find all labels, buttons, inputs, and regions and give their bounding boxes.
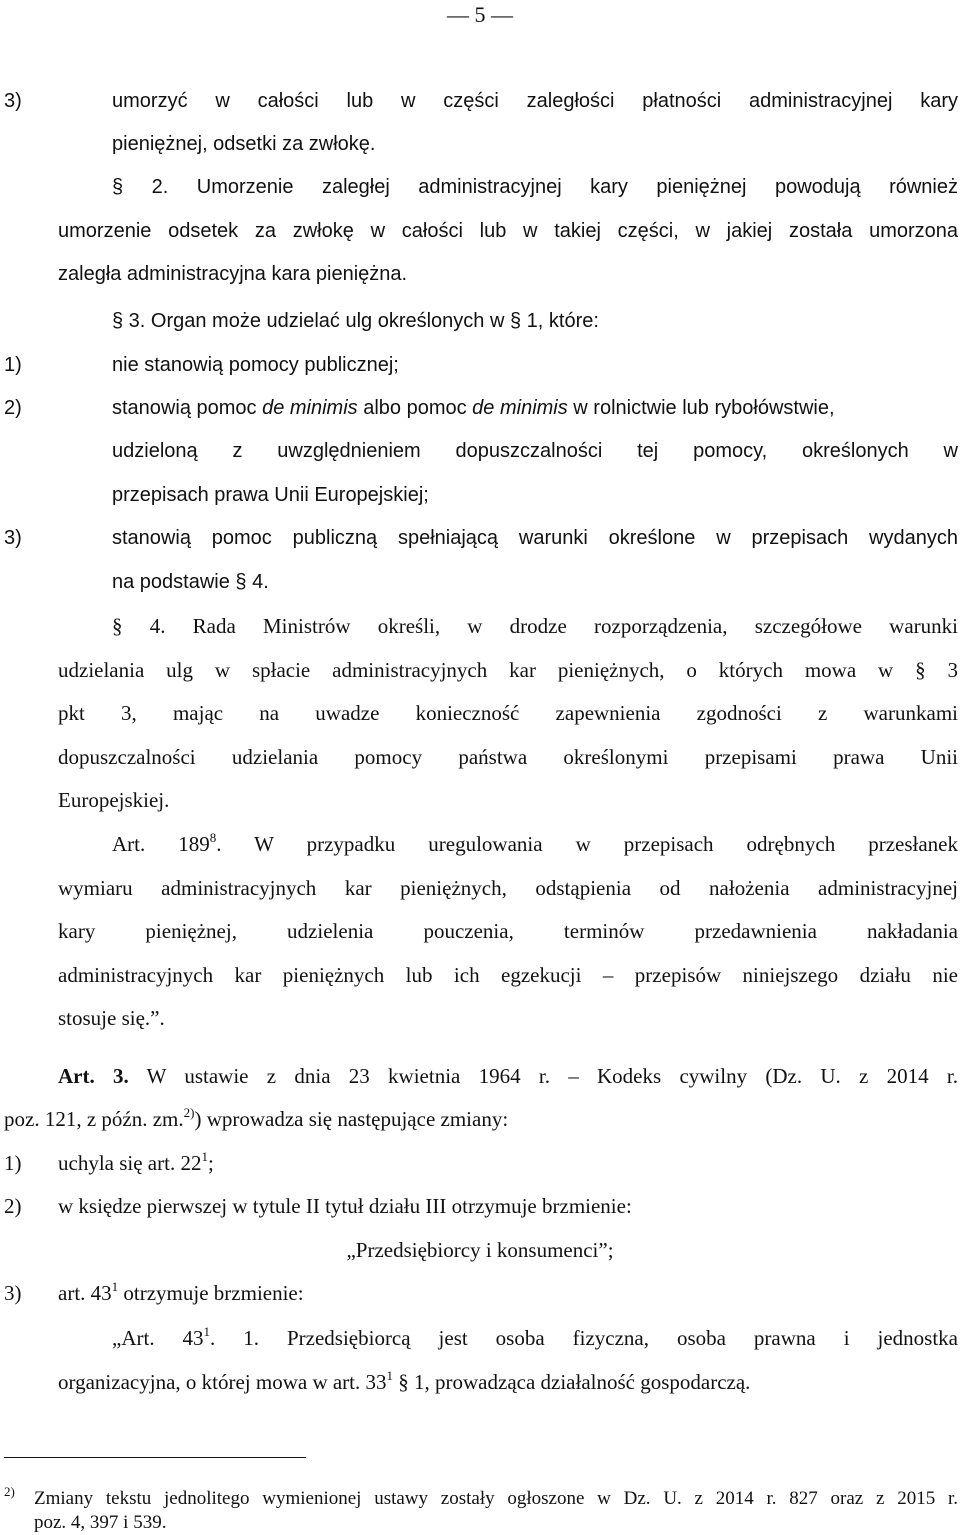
- change-item-number: 3): [4, 1281, 22, 1305]
- article-189-line: wymiaru administracyjnych kar pieniężnych, odstąpienia od nałożenia administracyjnej: [58, 876, 958, 900]
- paragraph-4-line: § 4. Rada Ministrów określi, w drodze rozporządzenia, szczegółowe warunki: [112, 614, 958, 638]
- article-189-line: administracyjnych kar pieniężnych lub ich egzekucji – przepisów niniejszego działu nie: [58, 963, 958, 987]
- list-item-text: przepisach prawa Unii Europejskiej;: [112, 484, 429, 506]
- paragraph-2-line: umorzenie odsetek za zwłokę w całości lub w takiej części, w jakiej została umorzona: [58, 220, 958, 242]
- list-item-text: nie stanowią pomocy publicznej;: [112, 354, 399, 376]
- change-item-number: 2): [4, 1194, 22, 1218]
- change-item-text: uchyla się art. $22^1$;: [58, 1149, 214, 1175]
- list-item-number: 3): [4, 527, 22, 549]
- list-item-text: stanowią pomoc de minimis albo pomoc de minimis w rolnictwie lub rybołówstwie,: [112, 397, 835, 419]
- article-3-heading-line: Art. 3. W ustawie z dnia 23 kwietnia 1964 r. – Kodeks cywilny (Dz. U. z 2014 r.: [58, 1064, 958, 1088]
- footnote-text: poz. 4, 397 i 539.: [34, 1512, 167, 1533]
- paragraph-4-line: dopuszczalności udzielania pomocy państwa określonymi przepisami prawa Unii: [58, 745, 958, 769]
- quoted-title: „Przedsiębiorcy i konsumenci”;: [346, 1238, 614, 1262]
- article-3-line: poz. 121, z późn. zm.$^{2)}$) wprowadza się następujące zmiany:: [4, 1105, 509, 1131]
- quoted-provision-line: „Art. $43^1$. 1. Przedsiębiorcą jest osoba fizyczna, osoba prawna i jednostka: [112, 1324, 958, 1350]
- list-item-text: na podstawie § 4.: [112, 571, 269, 593]
- page-number: — 5 —: [447, 2, 513, 27]
- change-item-text: art. $43^1$ otrzymuje brzmienie:: [58, 1279, 304, 1305]
- list-item-text: stanowią pomoc publiczną spełniającą warunki określone w przepisach wydanych: [112, 527, 958, 549]
- list-item-text: umorzyć w całości lub w części zaległości płatności administracyjnej kary: [112, 90, 958, 112]
- footnote-mark: 2): [4, 1484, 15, 1499]
- footnote-separator: [4, 1457, 306, 1458]
- paragraph-4-line: udzielania ulg w spłacie administracyjnych kar pieniężnych, o których mowa w § 3: [58, 658, 958, 682]
- paragraph-3-intro: § 3. Organ może udzielać ulg określonych w § 1, które:: [112, 310, 599, 332]
- paragraph-2-line: § 2. Umorzenie zaległej administracyjnej kary pieniężnej powodują również: [112, 176, 958, 198]
- list-item-number: 2): [4, 397, 22, 419]
- paragraph-4-line: Europejskiej.: [58, 788, 170, 812]
- article-189-line: kary pieniężnej, udzielenia pouczenia, terminów przedawnienia nakładania: [58, 919, 958, 943]
- change-item-text: w księdze pierwszej w tytule II tytuł działu III otrzymuje brzmienie:: [58, 1194, 632, 1218]
- list-item-number: 3): [4, 90, 22, 112]
- paragraph-4-line: pkt 3, mając na uwadze konieczność zapewnienia zgodności z warunkami: [58, 701, 958, 725]
- article-189-line: Art. $189^8$. W przypadku uregulowania w przepisach odrębnych przesłanek: [112, 830, 958, 856]
- list-item-number: 1): [4, 354, 22, 376]
- change-item-number: 1): [4, 1151, 22, 1175]
- list-item-text: udzieloną z uwzględnieniem dopuszczalności tej pomocy, określonych w: [112, 440, 958, 462]
- article-189-line: stosuje się.”.: [58, 1006, 165, 1030]
- paragraph-2-line: zaległa administracyjna kara pieniężna.: [58, 263, 408, 285]
- footnote-text: Zmiany tekstu jednolitego wymienionej ustawy zostały ogłoszone w Dz. U. z 2014 r. 827 oraz z 2015 r.: [34, 1488, 958, 1509]
- list-item-text: pieniężnej, odsetki za zwłokę.: [112, 133, 376, 155]
- quoted-provision-line: organizacyjna, o której mowa w art. $33^1$ § 1, prowadząca działalność gospodarczą.: [58, 1368, 751, 1394]
